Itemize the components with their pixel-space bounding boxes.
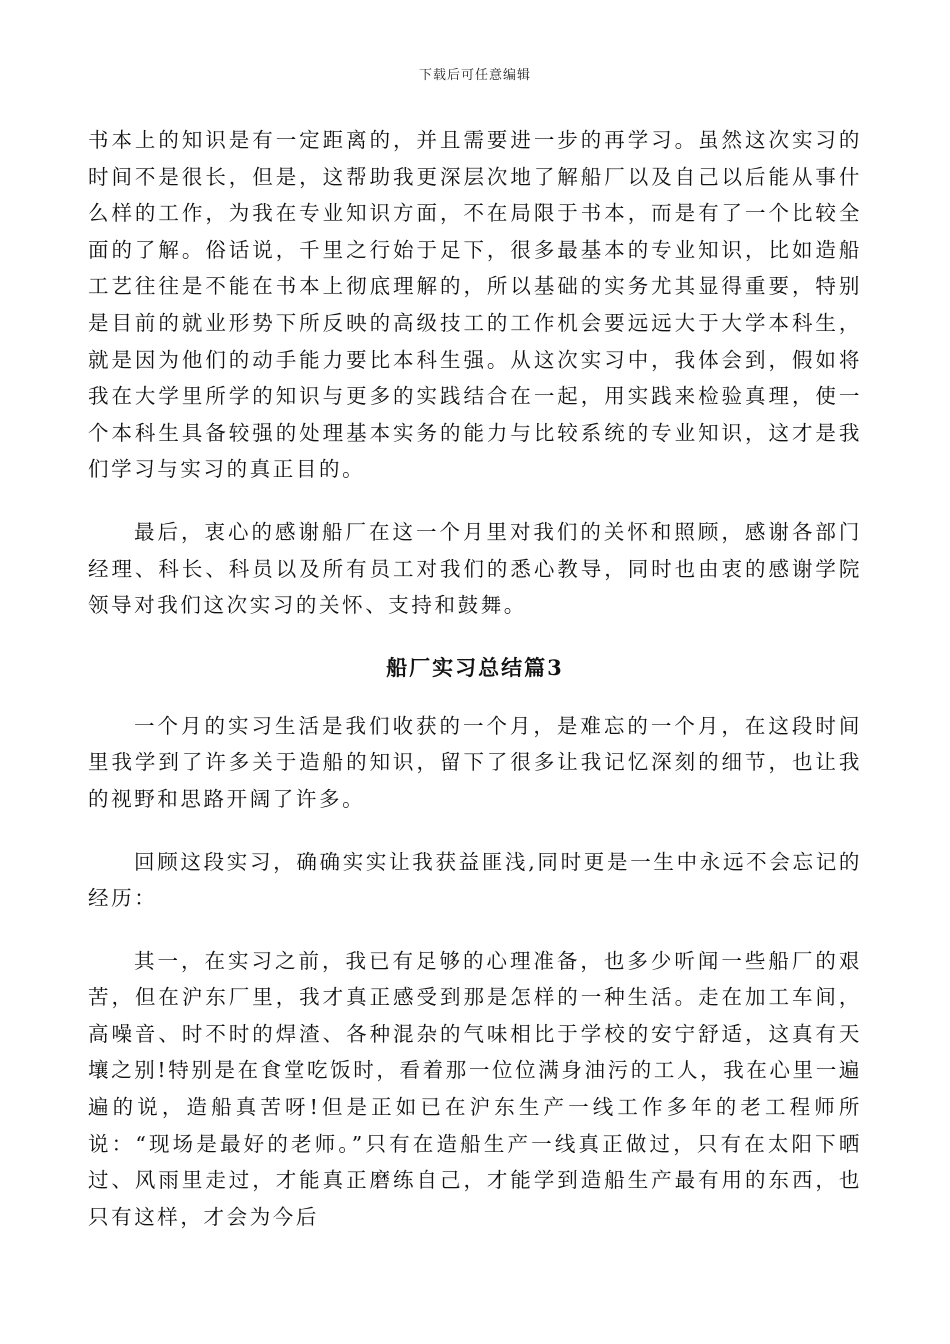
paragraph-intro: 一个月的实习生活是我们收获的一个月，是难忘的一个月，在这段时间里我学到了许多关于造船的知识，留下了很多让我记忆深刻的细节，也让我的视野和思路开阔了许多。 xyxy=(88,713,862,811)
page-header: 下载后可任意编辑 xyxy=(418,68,531,83)
paragraph-review: 回顾这段实习，确确实实让我获益匪浅,同时更是一生中永远不会忘记的经历： xyxy=(88,849,862,911)
document-body xyxy=(88,122,862,1235)
paragraph-thanks: 最后，衷心的感谢船厂在这一个月里对我们的关怀和照顾，感谢各部门经理、科长、科员以及所有员工对我们的悉心教导，同时也由衷的感谢学院领导对我们这次实习的关怀、支持和鼓舞。 xyxy=(88,519,862,618)
paragraph-continued: 书本上的知识是有一定距离的，并且需要进一步的再学习。虽然这次实习的时间不是很长，但是，这帮助我更深层次地了解船厂以及自己以后能从事什么样的工作，为我在专业知识方面，不在局限于书本，而是有了一个比较全面的了解。俗话说，千里之行始于足下，很多最基本的专业知识，比如造船工艺往往是不能在书本上彻底理解的，所以基础的实务尤其显得重要，特别是目前的就业形势下所反映的高级技工的工作机会要远远大于大学本科生，就是因为他们的动手能力要比本科生强。从这次实习中，我体会到，假如将我在大学里所学的知识与更多的实践结合在一起，用实践来检验真理，使一个本科生具备较强的处理基本实务的能力与比较系统的专业知识，这才是我们学习与实习的真正目的。 xyxy=(88,128,862,482)
section-title: 船厂实习总结篇3 xyxy=(386,654,564,680)
paragraph-first-point: 其一，在实习之前，我已有足够的心理准备，也多少听闻一些船厂的艰苦，但在沪东厂里，我才真正感受到那是怎样的一种生活。走在加工车间，高噪音、时不时的焊渣、各种混杂的气味相比于学校的安宁舒适，这真有天壤之别!特别是在食堂吃饭时，看着那一位位满身油污的工人，我在心里一遍遍的说，造船真苦呀!但是正如已在沪东生产一线工作多年的老工程师所说：“现场是最好的老师。”只有在造船生产一线真正做过，只有在太阳下晒过、风雨里走过，才能真正磨练自己，才能学到造船生产最有用的东西，也只有这样，才会为今后 xyxy=(88,948,862,1229)
